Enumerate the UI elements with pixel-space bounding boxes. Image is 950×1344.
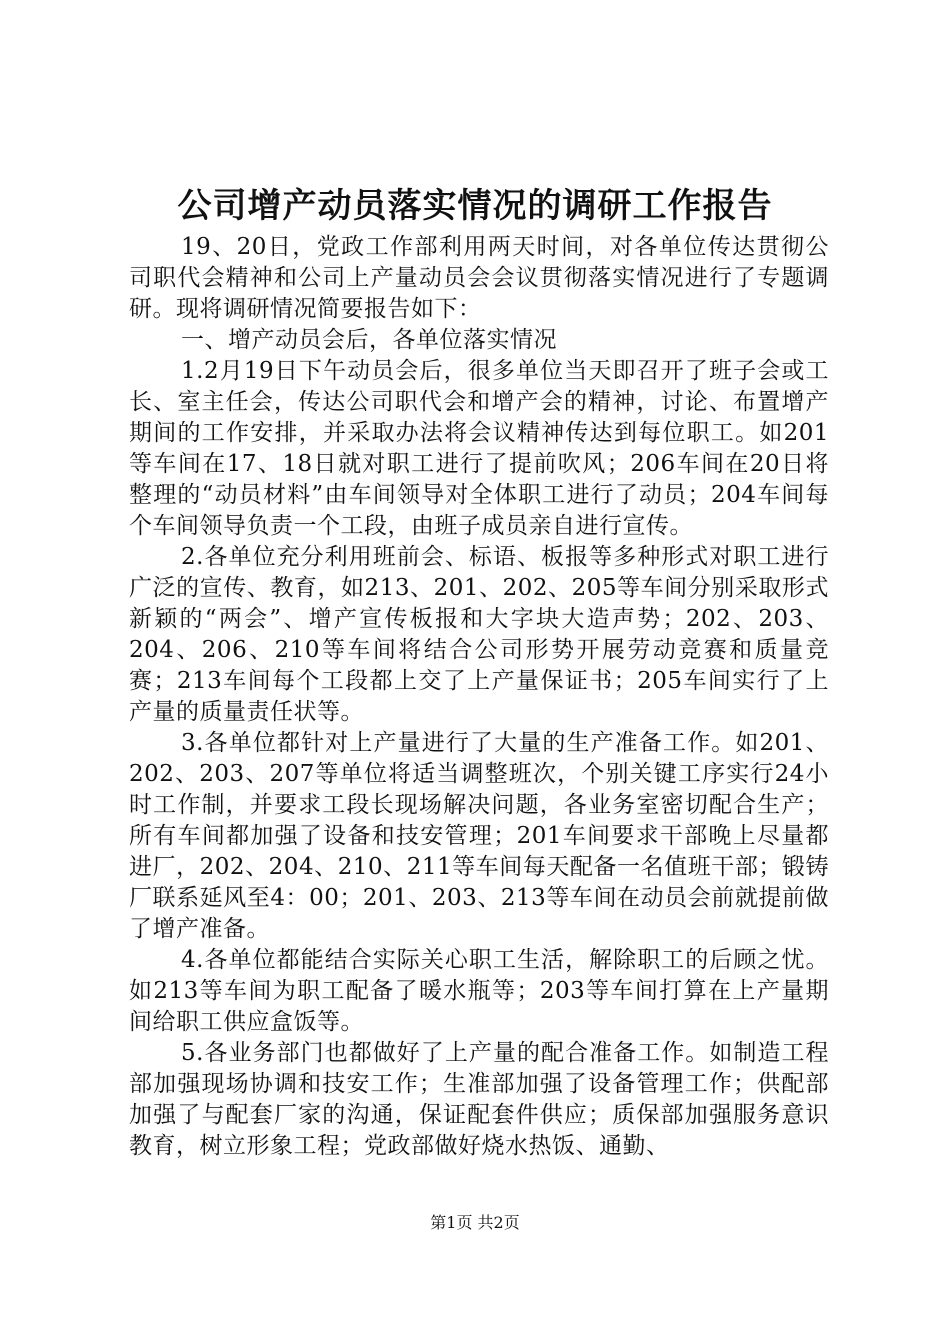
- page-number-footer: 第1页 共2页: [430, 1213, 520, 1232]
- document-body: [129, 232, 829, 1162]
- paragraph-item-3: 3.各单位都针对上产量进行了大量的生产准备工作。如201、202、203、207等单位将适当调整班次，个别关键工序实行24小时工作制，并要求工段长现场解决问题，各业务室密切配合生产；所有车间都加强了设备和技安管理；201车间要求干部晚上尽量都进厂，202、204、210、211等车间每天配备一名值班干部；锻铸厂联系延风至4：00；201、203、213等车间在动员会前就提前做了增产准备。: [129, 730, 829, 942]
- section-heading: 一、增产动员会后，各单位落实情况: [181, 327, 557, 353]
- paragraph-item-1: 1.2月19日下午动员会后，很多单位当天即召开了班子会或工长、室主任会，传达公司职代会和增产会的精神，讨论、布置增产期间的工作安排，并采取办法将会议精神传达到每位职工。如201等车间在17、18日就对职工进行了提前吹风；206车间在20日将整理的“动员材料”由车间领导对全体职工进行了动员；204车间每个车间领导负责一个工段，由班子成员亲自进行宣传。: [129, 358, 829, 539]
- paragraph-intro: 19、20日，党政工作部利用两天时间，对各单位传达贯彻公司职代会精神和公司上产量动员会会议贯彻落实情况进行了专题调研。现将调研情况简要报告如下：: [129, 234, 829, 322]
- paragraph-item-2: 2.各单位充分利用班前会、标语、板报等多种形式对职工进行广泛的宣传、教育，如213、201、202、205等车间分别采取形式新颖的“两会”、增产宣传板报和大字块大造声势；202、203、204、206、210等车间将结合公司形势开展劳动竞赛和质量竞赛；213车间每个工段都上交了上产量保证书；205车间实行了上产量的质量责任状等。: [129, 544, 829, 725]
- document-title: 公司增产动员落实情况的调研工作报告: [177, 186, 773, 226]
- paragraph-item-5: 5.各业务部门也都做好了上产量的配合准备工作。如制造工程部加强现场协调和技安工作；生准部加强了设备管理工作；供配部加强了与配套厂家的沟通，保证配套件供应；质保部加强服务意识教育，树立形象工程；党政部做好烧水热饭、通勤、: [129, 1040, 829, 1159]
- paragraph-item-4: 4.各单位都能结合实际关心职工生活，解除职工的后顾之忧。如213等车间为职工配备了暖水瓶等；203等车间打算在上产量期间给职工供应盒饭等。: [129, 947, 829, 1035]
